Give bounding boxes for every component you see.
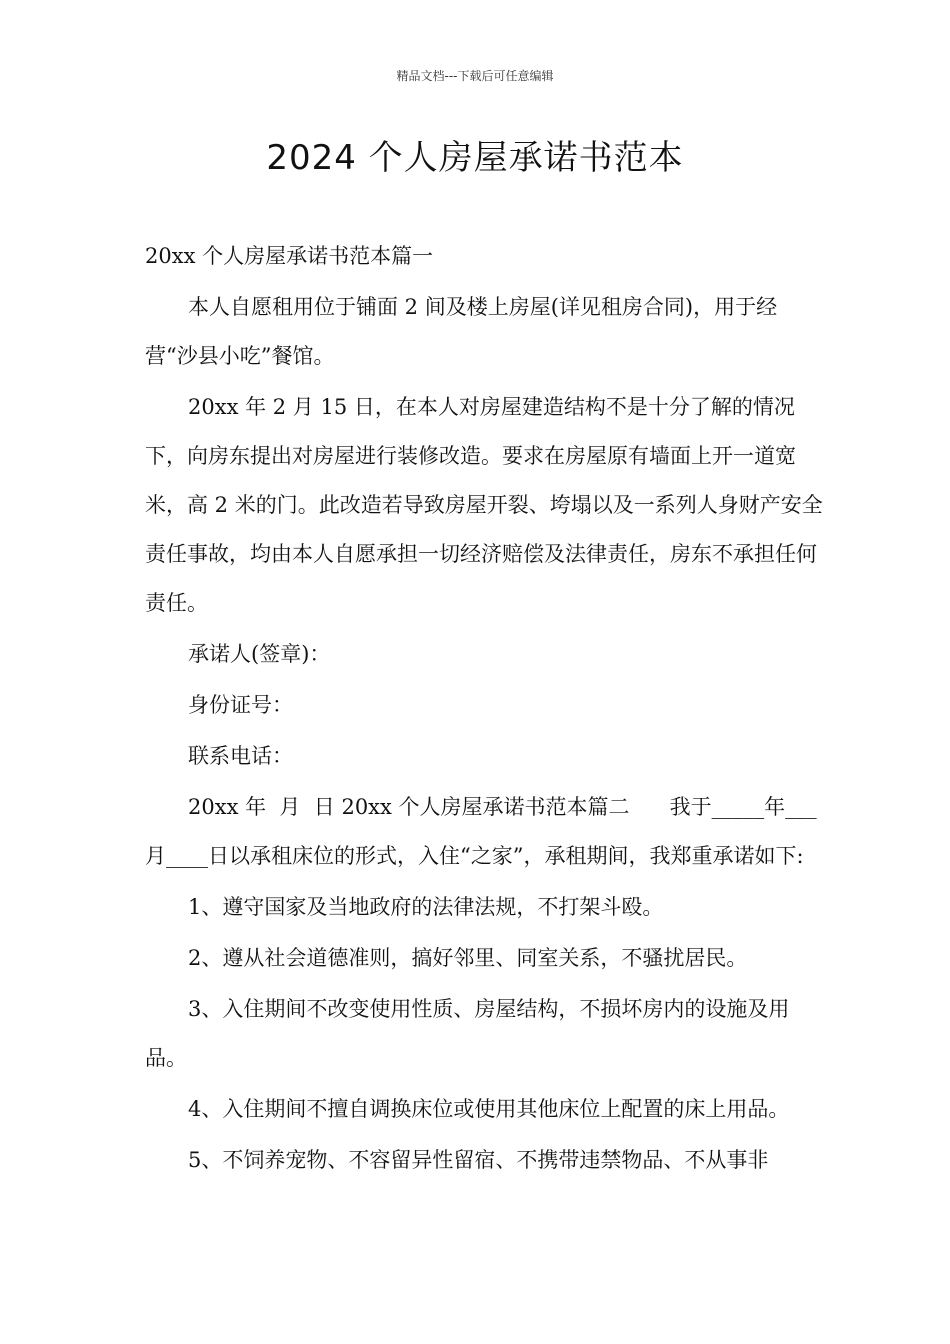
list-item: 4、入住期间不擅自调换床位或使用其他床位上配置的床上用品。 (188, 1097, 790, 1121)
paragraph: 20xx 年 月 日 20xx 个人房屋承诺书范本篇二 我于_____年___月____日以承租床位的形式，入住“之家”，承租期间，我郑重承诺如下: (145, 795, 817, 868)
list-item: 3、入住期间不改变使用性质、房屋结构，不损坏房内的设施及用品。 (145, 997, 790, 1070)
list-item: 2、遵从社会道德准则，搞好邻里、同室关系，不骚扰居民。 (188, 946, 748, 970)
phone-line: 联系电话： (188, 744, 293, 768)
paragraph: 20xx 年 2 月 15 日，在本人对房屋建造结构不是十分了解的情况下，向房东提出对房屋进行装修改造。要求在房屋原有墙面上开一道宽米，高 2 米的门。此改造若导致房屋开裂、垮塌以及一系列人身财产安全责任事故，均由本人自愿承担一切经济赔偿及法律责任，房东不承担任何责任。 (145, 395, 823, 615)
section-heading: 20xx 个人房屋承诺书范本篇一 (145, 244, 434, 268)
document-body (145, 232, 825, 1187)
list-item: 1、遵守国家及当地政府的法律法规，不打架斗殴。 (188, 895, 664, 919)
id-number-line: 身份证号： (188, 693, 293, 717)
paragraph: 本人自愿租用位于铺面 2 间及楼上房屋(详见租房合同)，用于经营“沙县小吃”餐馆。 (145, 295, 778, 368)
header-note: 精品文档---下载后可任意编辑 (396, 69, 554, 83)
list-item: 5、不饲养宠物、不容留异性留宿、不携带违禁物品、不从事非 (188, 1148, 769, 1172)
signature-line: 承诺人(签章)： (188, 642, 331, 666)
document-title: 2024 个人房屋承诺书范本 (266, 138, 684, 178)
